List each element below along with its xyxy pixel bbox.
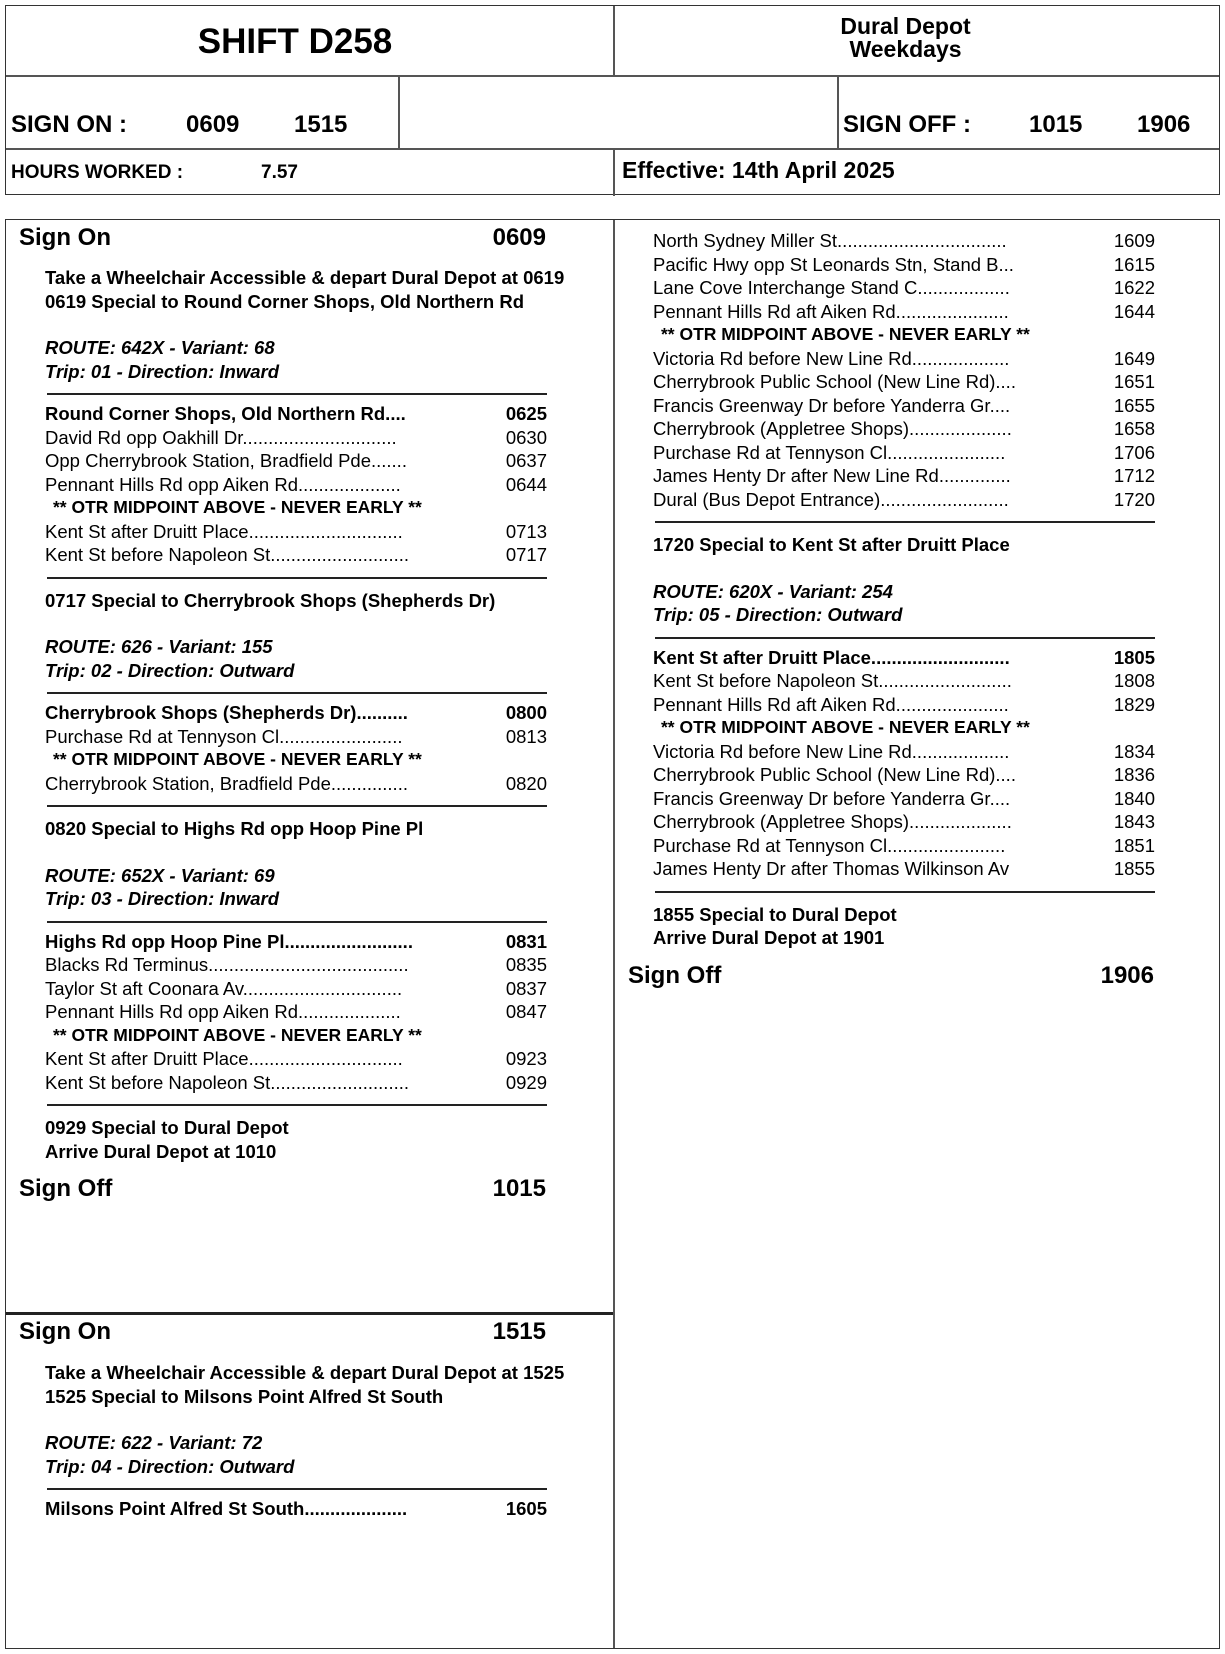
hours-worked-value: 7.57 [261,162,298,183]
depot-info [616,6,1219,77]
section-rule [47,805,547,807]
stop-row [653,464,1219,488]
stop-name: Victoria Rd before New Line Rd................... [653,347,1010,369]
stop-name: Cherrybrook (Appletree Shops).................... [653,811,1012,832]
stop-row [45,725,613,749]
stop-row [45,1047,613,1071]
stop-time: 0837 [505,977,547,999]
stop-list [6,701,613,795]
stop-time: 1712 [1113,465,1155,486]
part-2 [6,1315,613,1521]
stop-list [615,646,1219,881]
sign-off-label: Sign Off [19,1175,113,1202]
stop-time: 1609 [1113,230,1155,251]
route-info [615,580,1219,627]
route-info [6,336,613,383]
sign-on-summary [6,79,398,150]
special-instruction: 1720 Special to Kent St after Druitt Place [653,534,1010,555]
stop-row [653,763,1219,787]
stop-row [45,930,613,954]
stop-list [6,402,613,567]
instruction-line: 1525 Special to Milsons Point Alfred St South [45,1385,444,1407]
route-info [6,1431,613,1478]
stop-time: 0625 [505,403,547,424]
stop-name: Pennant Hills Rd aft Aiken Rd...................... [653,300,1009,322]
instruction-line: 0619 Special to Round Corner Shops, Old Northern Rd [45,290,525,312]
stop-time: 1644 [1113,300,1155,322]
stop-name: Dural (Bus Depot Entrance)......................... [653,488,1009,510]
stop-time: 1836 [1113,764,1155,785]
stop-row [653,669,1219,693]
section-rule [655,637,1155,639]
stop-time: 0713 [505,520,547,542]
stop-name: Pennant Hills Rd opp Aiken Rd.................... [45,473,401,495]
stop-name: Francis Greenway Dr before Yanderra Gr.... [653,787,1011,809]
stop-time: 1706 [1113,441,1155,463]
stop-name: Purchase Rd at Tennyson Cl........................ [45,725,403,747]
part-1 [6,220,613,1206]
stop-time: 0831 [505,930,547,952]
sign-off-summary [839,79,1219,150]
stop-row [45,449,613,473]
stop-name: Opp Cherrybrook Station, Bradfield Pde....... [45,450,407,471]
sign-off-time: 1015 [492,1175,546,1202]
stop-row [45,1000,613,1024]
trip-line: Trip: 01 - Direction: Inward [45,360,280,382]
stop-list [6,930,613,1095]
sign-off-label: Sign Off [628,961,722,989]
day-type: Weekdays [849,36,962,62]
route-line: ROUTE: 620X - Variant: 254 [653,580,893,602]
stop-name: Cherrybrook Public School (New Line Rd).... [653,764,1016,785]
special-instruction [615,903,1175,950]
stop-name: Victoria Rd before New Line Rd................... [653,740,1010,762]
stop-row [45,701,613,725]
stop-row [653,646,1219,670]
stop-time: 0835 [505,954,547,975]
section-rule [47,393,547,395]
stop-time: 0929 [505,1071,547,1093]
stop-name: Kent St before Napoleon St........................... [45,544,410,565]
stop-name: Kent St after Druitt Place.............................. [45,520,403,542]
stop-row [653,810,1219,834]
stop-time: 0813 [505,725,547,747]
stop-row [45,772,613,796]
stop-row [653,441,1219,465]
sign-on-time-2: 1515 [294,111,348,138]
depart-instruction [6,266,566,313]
hours-worked-label: HOURS WORKED : [11,162,184,183]
stop-time: 1615 [1113,253,1155,275]
stop-time: 1720 [1113,488,1155,510]
arrive-line: Arrive Dural Depot at 1901 [653,927,885,948]
stop-list [615,229,1219,511]
sign-off-line [615,959,1219,993]
stop-time: 0637 [505,450,547,471]
stop-list [6,1497,613,1521]
otr-midpoint-note: ** OTR MIDPOINT ABOVE - NEVER EARLY ** [661,717,1030,737]
stop-row [653,787,1219,811]
instruction-line: 1855 Special to Dural Depot [653,903,897,925]
header-divider [398,77,400,150]
stop-row [45,520,613,544]
stop-name: Kent St after Druitt Place........................... [653,646,1010,668]
shift-title: SHIFT D258 [197,21,393,61]
shift-schedule [5,219,1220,1649]
section-rule [47,1104,547,1106]
stop-time: 1834 [1113,740,1155,762]
stop-time: 1840 [1113,787,1155,809]
stop-time: 0847 [505,1001,547,1022]
stop-time: 1855 [1113,858,1155,879]
stop-time: 1651 [1113,371,1155,392]
stop-row [45,543,613,567]
stop-name: Cherrybrook Public School (New Line Rd).... [653,371,1016,392]
stop-name: Round Corner Shops, Old Northern Rd.... [45,403,406,424]
stop-name: Kent St before Napoleon St.......................... [653,670,1012,691]
stop-name: Blacks Rd Terminus....................................... [45,954,409,975]
stop-row [653,370,1219,394]
stop-row [653,834,1219,858]
stop-row [653,740,1219,764]
special-instruction [6,1116,566,1163]
stop-row [45,1071,613,1095]
stop-row [45,402,613,426]
stop-row [653,229,1219,253]
stop-row [653,488,1219,512]
shift-header [5,5,1220,195]
stop-name: Pennant Hills Rd aft Aiken Rd...................... [653,693,1009,715]
effective-date: Effective: 14th April 2025 [622,156,895,183]
stop-row [653,394,1219,418]
stop-name: Cherrybrook (Appletree Shops).................... [653,418,1012,439]
sign-on-time: 1515 [492,1318,546,1345]
sign-on-line [6,221,613,255]
otr-midpoint-note: ** OTR MIDPOINT ABOVE - NEVER EARLY ** [53,749,422,769]
route-line: ROUTE: 652X - Variant: 69 [45,864,275,886]
sign-on-time: 0609 [492,224,546,251]
route-info [6,864,613,911]
stop-name: Highs Rd opp Hoop Pine Pl......................... [45,930,413,952]
stop-row [45,1497,613,1521]
stop-row [653,276,1219,300]
trip-line: Trip: 05 - Direction: Outward [653,604,903,625]
stop-name: Kent St after Druitt Place.............................. [45,1048,403,1069]
sign-off-time-1: 1015 [1029,111,1083,138]
trip-line: Trip: 03 - Direction: Inward [45,888,280,909]
sign-off-time-2: 1906 [1137,111,1191,138]
stop-time: 1622 [1113,277,1155,298]
stop-name: Pennant Hills Rd opp Aiken Rd.................... [45,1001,401,1022]
stop-time: 1808 [1113,670,1155,691]
stop-name: Taylor St aft Coonara Av............................... [45,977,403,999]
stop-time: 1649 [1113,347,1155,369]
route-line: ROUTE: 626 - Variant: 155 [45,636,273,657]
stop-time: 1829 [1113,693,1155,715]
sign-off-label: SIGN OFF : [843,111,971,138]
otr-midpoint-note: ** OTR MIDPOINT ABOVE - NEVER EARLY ** [53,497,422,517]
otr-midpoint-note: ** OTR MIDPOINT ABOVE - NEVER EARLY ** [53,1024,422,1045]
depart-instruction [6,1361,566,1408]
stop-time: 1843 [1113,811,1155,832]
sign-on-label: SIGN ON : [11,111,128,138]
stop-name: Kent St before Napoleon St........................... [45,1071,410,1093]
sign-on-time-1: 0609 [186,111,240,138]
hours-worked [6,152,614,194]
sign-on-label: Sign On [19,1318,111,1345]
stop-row [653,253,1219,277]
arrive-line: Arrive Dural Depot at 1010 [45,1140,277,1162]
section-rule [47,1488,547,1490]
instruction-line: Take a Wheelchair Accessible & depart Dural Depot at 1525 [45,1362,565,1383]
stop-time: 0717 [505,544,547,565]
otr-midpoint-note: ** OTR MIDPOINT ABOVE - NEVER EARLY ** [661,324,1030,344]
part-2-continued [615,220,1219,993]
section-rule [655,521,1155,523]
stop-name: Lane Cove Interchange Stand C.................. [653,277,1010,298]
stop-row [653,857,1219,881]
stop-name: James Henty Dr after Thomas Wilkinson Av [653,858,1010,879]
stop-time: 1605 [505,1498,547,1519]
section-rule [47,577,547,579]
stop-row [653,300,1219,324]
stop-time: 0923 [505,1048,547,1069]
stop-time: 1655 [1113,394,1155,416]
stop-name: Purchase Rd at Tennyson Cl....................... [653,834,1006,856]
route-info [6,635,613,682]
route-line: ROUTE: 642X - Variant: 68 [45,337,275,358]
stop-name: Francis Greenway Dr before Yanderra Gr.... [653,394,1011,416]
sign-off-time: 1906 [1100,961,1154,989]
stop-row [653,693,1219,717]
stop-time: 0800 [505,702,547,723]
stop-row [45,426,613,450]
stop-row [653,417,1219,441]
stop-row [45,953,613,977]
instruction-line: Take a Wheelchair Accessible & depart Dural Depot at 0619 [45,267,565,288]
stop-name: Cherrybrook Shops (Shepherds Dr).......... [45,702,408,723]
stop-time: 1658 [1113,418,1155,439]
sign-off-line [6,1172,613,1206]
route-line: ROUTE: 622 - Variant: 72 [45,1432,263,1453]
stop-name: David Rd opp Oakhill Dr.............................. [45,426,397,448]
section-rule [47,921,547,923]
stop-time: 1805 [1113,646,1155,668]
section-rule [655,891,1155,893]
sign-on-label: Sign On [19,224,111,251]
stop-time: 0644 [505,473,547,495]
stop-row [653,347,1219,371]
stop-row [45,977,613,1001]
section-rule [47,692,547,694]
stop-name: James Henty Dr after New Line Rd.............. [653,465,1011,486]
stop-name: North Sydney Miller St................................. [653,230,1007,251]
trip-line: Trip: 04 - Direction: Outward [45,1455,295,1477]
stop-time: 1851 [1113,834,1155,856]
depot-name: Dural Depot [840,13,971,39]
sign-on-line [6,1315,613,1349]
stop-row [45,473,613,497]
stop-name: Milsons Point Alfred St South.................... [45,1498,408,1519]
stop-time: 0630 [505,426,547,448]
instruction-line: 0929 Special to Dural Depot [45,1117,289,1138]
trip-line: Trip: 02 - Direction: Outward [45,659,295,681]
stop-name: Purchase Rd at Tennyson Cl....................... [653,441,1006,463]
special-instruction: 0717 Special to Cherrybrook Shops (Shepherds Dr) [45,589,496,611]
stop-time: 0820 [505,772,547,794]
stop-name: Cherrybrook Station, Bradfield Pde............... [45,772,408,794]
stop-name: Pacific Hwy opp St Leonards Stn, Stand B... [653,253,1014,275]
special-instruction: 0820 Special to Highs Rd opp Hoop Pine Pl [45,818,424,839]
